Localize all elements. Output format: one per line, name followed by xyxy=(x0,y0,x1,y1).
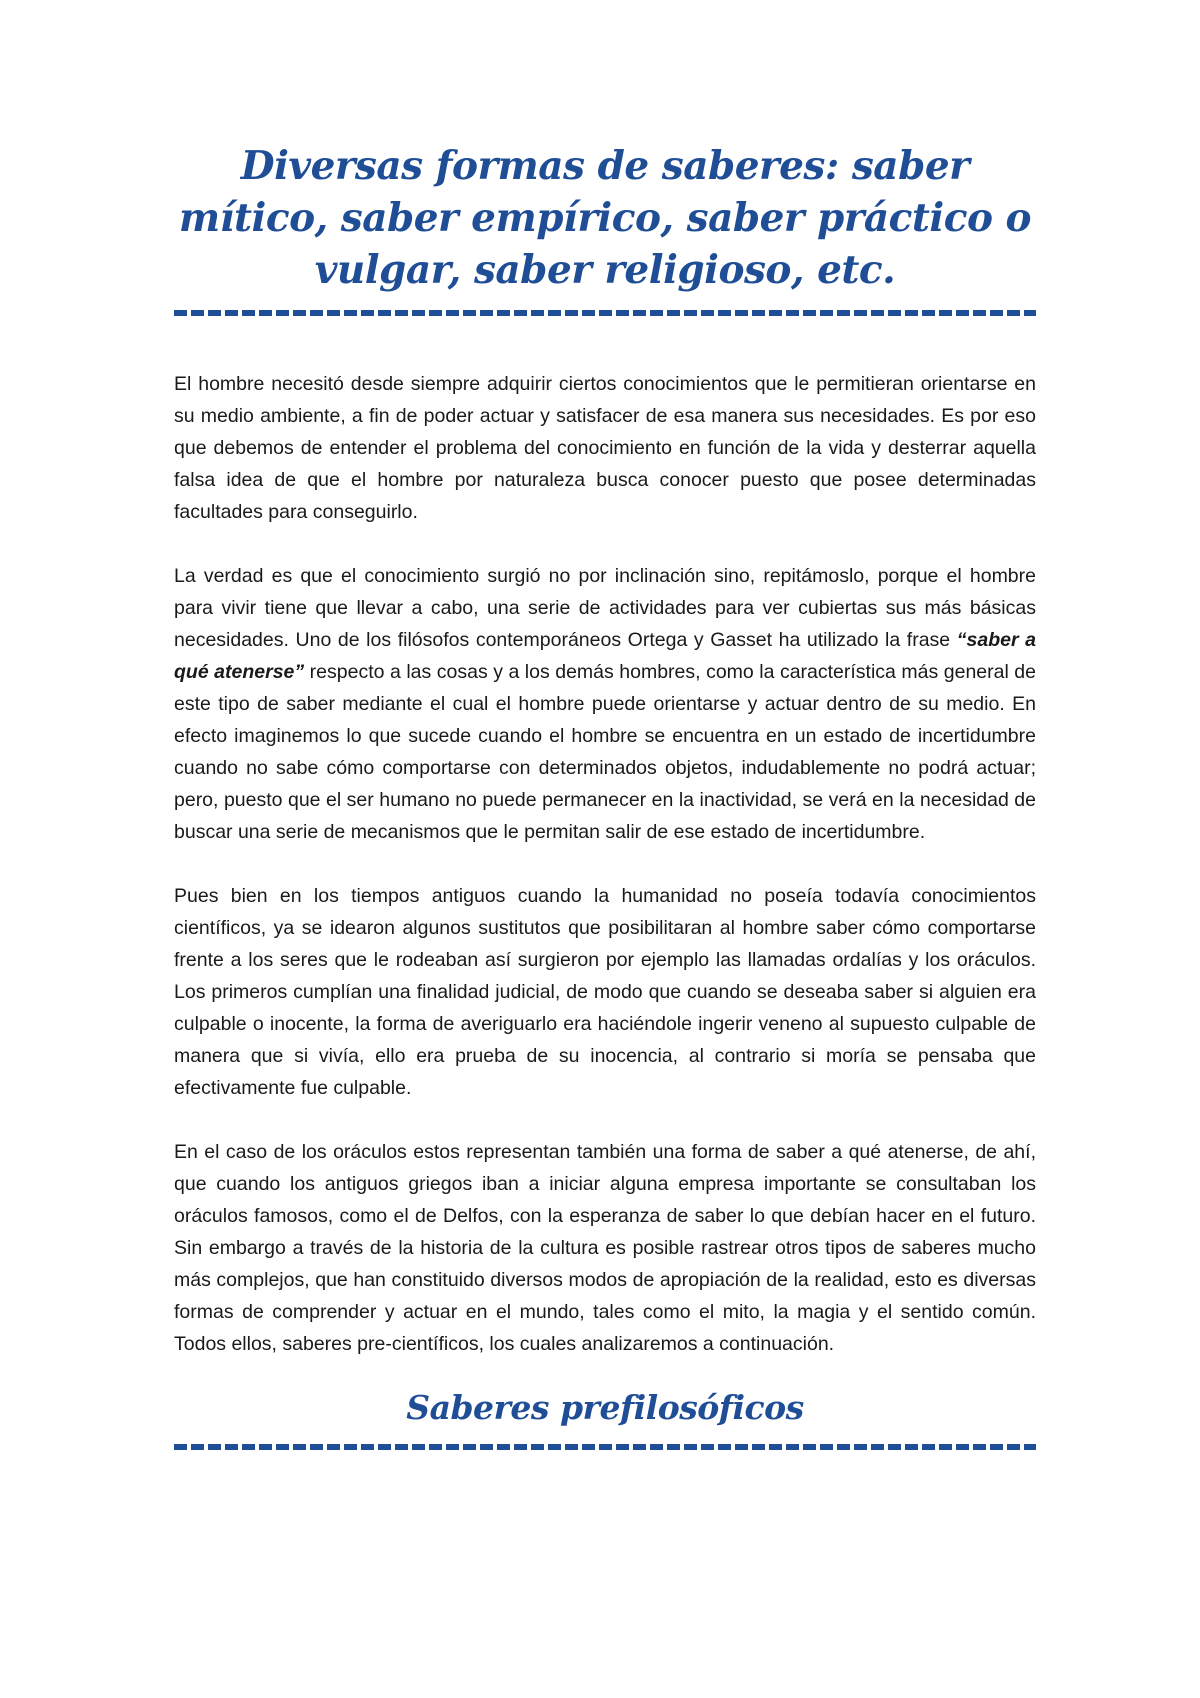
section-heading: Saberes prefilosóficos xyxy=(406,1388,804,1427)
paragraph-1: El hombre necesitó desde siempre adquirir ciertos conocimientos que le permitieran orientarse en su medio ambiente, a fin de poder actuar y satisfacer de esa manera sus necesidades. Es por eso que debemos de entender el problema del conocimiento en función de la vida y desterrar aquella falsa idea de que el hombre por naturaleza busca conocer puesto que posee determinadas facultades para conseguirlo. xyxy=(174,373,1036,523)
title-dashed-divider xyxy=(174,310,1036,320)
document-title: Diversas formas de saberes: saber mítico, saber empírico, saber práctico o vulgar, saber religioso, etc. xyxy=(178,143,1032,293)
paragraph-3: Pues bien en los tiempos antiguos cuando la humanidad no poseía todavía conocimientos científicos, ya se idearon algunos sustitutos que posibilitaran al hombre saber cómo comportarse frente a los seres que le rodeaban así surgieron por ejemplo las llamadas ordalías y los oráculos. Los primeros cumplían una finalidad judicial, de modo que cuando se deseaba saber si alguien era culpable o inocente, la forma de averiguarlo era haciéndole ingerir veneno al supuesto culpable de manera que si vivía, ello era prueba de su inocencia, al contrario si moría se pensaba que efectivamente fue culpable. xyxy=(174,885,1036,1099)
quoted-phrase: “saber a qué atenerse” xyxy=(174,629,1036,683)
paragraph-2 xyxy=(174,560,1036,848)
document-body xyxy=(174,368,1036,1360)
paragraph-2-rest: respecto a las cosas y a los demás hombres, como la característica más general de este tipo de saber mediante el cual el hombre puede orientarse y actuar dentro de su medio. En efecto imaginemos lo que sucede cuando el hombre se encuentra en un estado de incertidumbre cuando no sabe cómo comportarse con determinados objetos, indudablemente no podrá actuar; pero, puesto que el ser humano no puede permanecer en la inactividad, se verá en la necesidad de buscar una serie de mecanismos que le permitan salir de ese estado de incertidumbre. xyxy=(174,661,1037,843)
section-dashed-divider xyxy=(174,1444,1036,1454)
paragraph-4: En el caso de los oráculos estos representan también una forma de saber a qué atenerse, de ahí, que cuando los antiguos griegos iban a iniciar alguna empresa importante se consultaban los oráculos famosos, como el de Delfos, con la esperanza de saber lo que debían hacer en el futuro. Sin embargo a través de la historia de la cultura es posible rastrear otros tipos de saberes mucho más complejos, que han constituido diversos modos de apropiación de la realidad, esto es diversas formas de comprender y actuar en el mundo, tales como el mito, la magia y el sentido común. Todos ellos, saberes pre-científicos, los cuales analizaremos a continuación. xyxy=(174,1141,1036,1355)
paragraph-2-lead: La verdad es que el conocimiento surgió no por inclinación sino, repitámoslo, porque el hombre para vivir tiene que llevar a cabo, una serie de actividades para ver cubiertas sus más básicas necesidades. Uno de los filósofos contemporáneos Ortega y Gasset ha utilizado la frase xyxy=(174,565,1036,651)
document-page xyxy=(174,140,1036,1454)
